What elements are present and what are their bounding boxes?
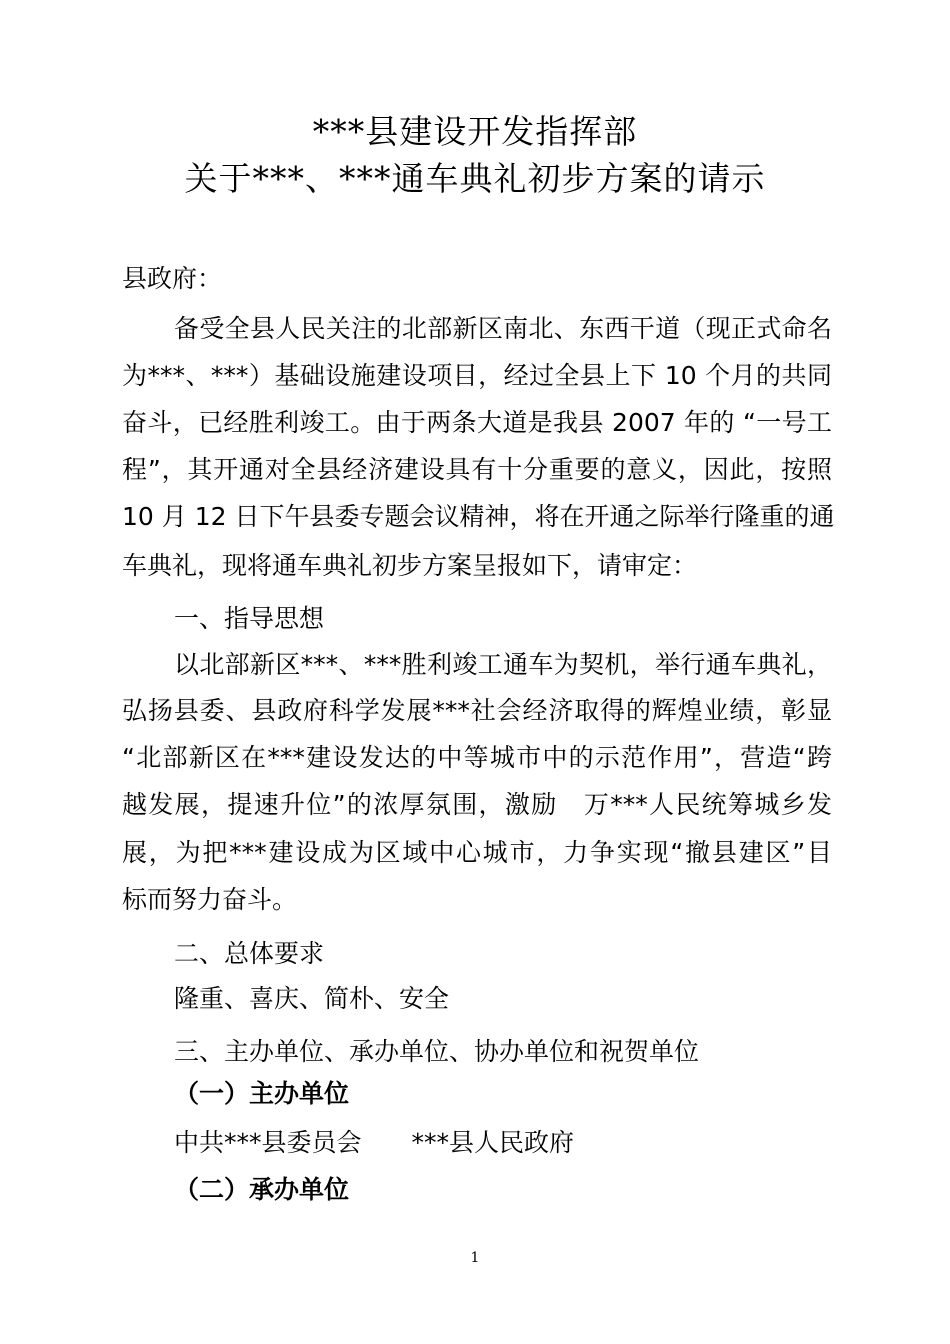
section-1-line: 以北部新区***、***胜利竣工通车为契机，举行通车典礼， bbox=[174, 650, 832, 679]
document-title-line-2: 关于***、***通车典礼初步方案的请示 bbox=[184, 159, 766, 198]
section-2-heading: 二、总体要求 bbox=[174, 939, 325, 968]
section-1-line: 展，为把***建设成为区域中心城市，力争实现“撤县建区”目 bbox=[122, 838, 832, 867]
section-3-heading: 三、主办单位、承办单位、协办单位和祝贺单位 bbox=[174, 1037, 700, 1066]
section-1-line: “北部新区在***建设发达的中等城市中的示范作用”，营造“跨 bbox=[122, 743, 832, 772]
subsection-undertaker-heading: （二）承办单位 bbox=[174, 1175, 350, 1204]
section-1-heading: 一、指导思想 bbox=[174, 604, 325, 633]
intro-line: 备受全县人民关注的北部新区南北、东西干道（现正式命名 bbox=[174, 314, 832, 343]
salutation: 县政府： bbox=[122, 264, 223, 293]
page-number: 1 bbox=[470, 1250, 480, 1266]
intro-line: 车典礼，现将通车典礼初步方案呈报如下，请审定： bbox=[122, 551, 698, 580]
section-1-line: 弘扬县委、县政府科学发展***社会经济取得的辉煌业绩，彰显 bbox=[122, 696, 832, 725]
intro-line: 奋斗，已经胜利竣工。由于两条大道是我县 2007 年的 “一号工 bbox=[122, 408, 832, 437]
document-title-line-1: ***县建设开发指挥部 bbox=[312, 112, 638, 151]
intro-line: 程”，其开通对全县经济建设具有十分重要的意义，因此，按照 bbox=[122, 455, 832, 484]
intro-line: 为***、***）基础设施建设项目，经过全县上下 10 个月的共同 bbox=[122, 361, 832, 390]
section-1-line: 越发展，提速升位”的浓厚氛围，激励 万***人民统筹城乡发 bbox=[122, 790, 832, 819]
section-1-line: 标而努力奋斗。 bbox=[122, 885, 298, 914]
intro-line: 10 月 12 日下午县委专题会议精神，将在开通之际举行隆重的通 bbox=[122, 502, 835, 531]
subsection-organizer-heading: （一）主办单位 bbox=[174, 1079, 350, 1108]
section-2-text: 隆重、喜庆、简朴、安全 bbox=[174, 984, 450, 1013]
subsection-organizer-text: 中共***县委员会 ***县人民政府 bbox=[174, 1128, 575, 1157]
